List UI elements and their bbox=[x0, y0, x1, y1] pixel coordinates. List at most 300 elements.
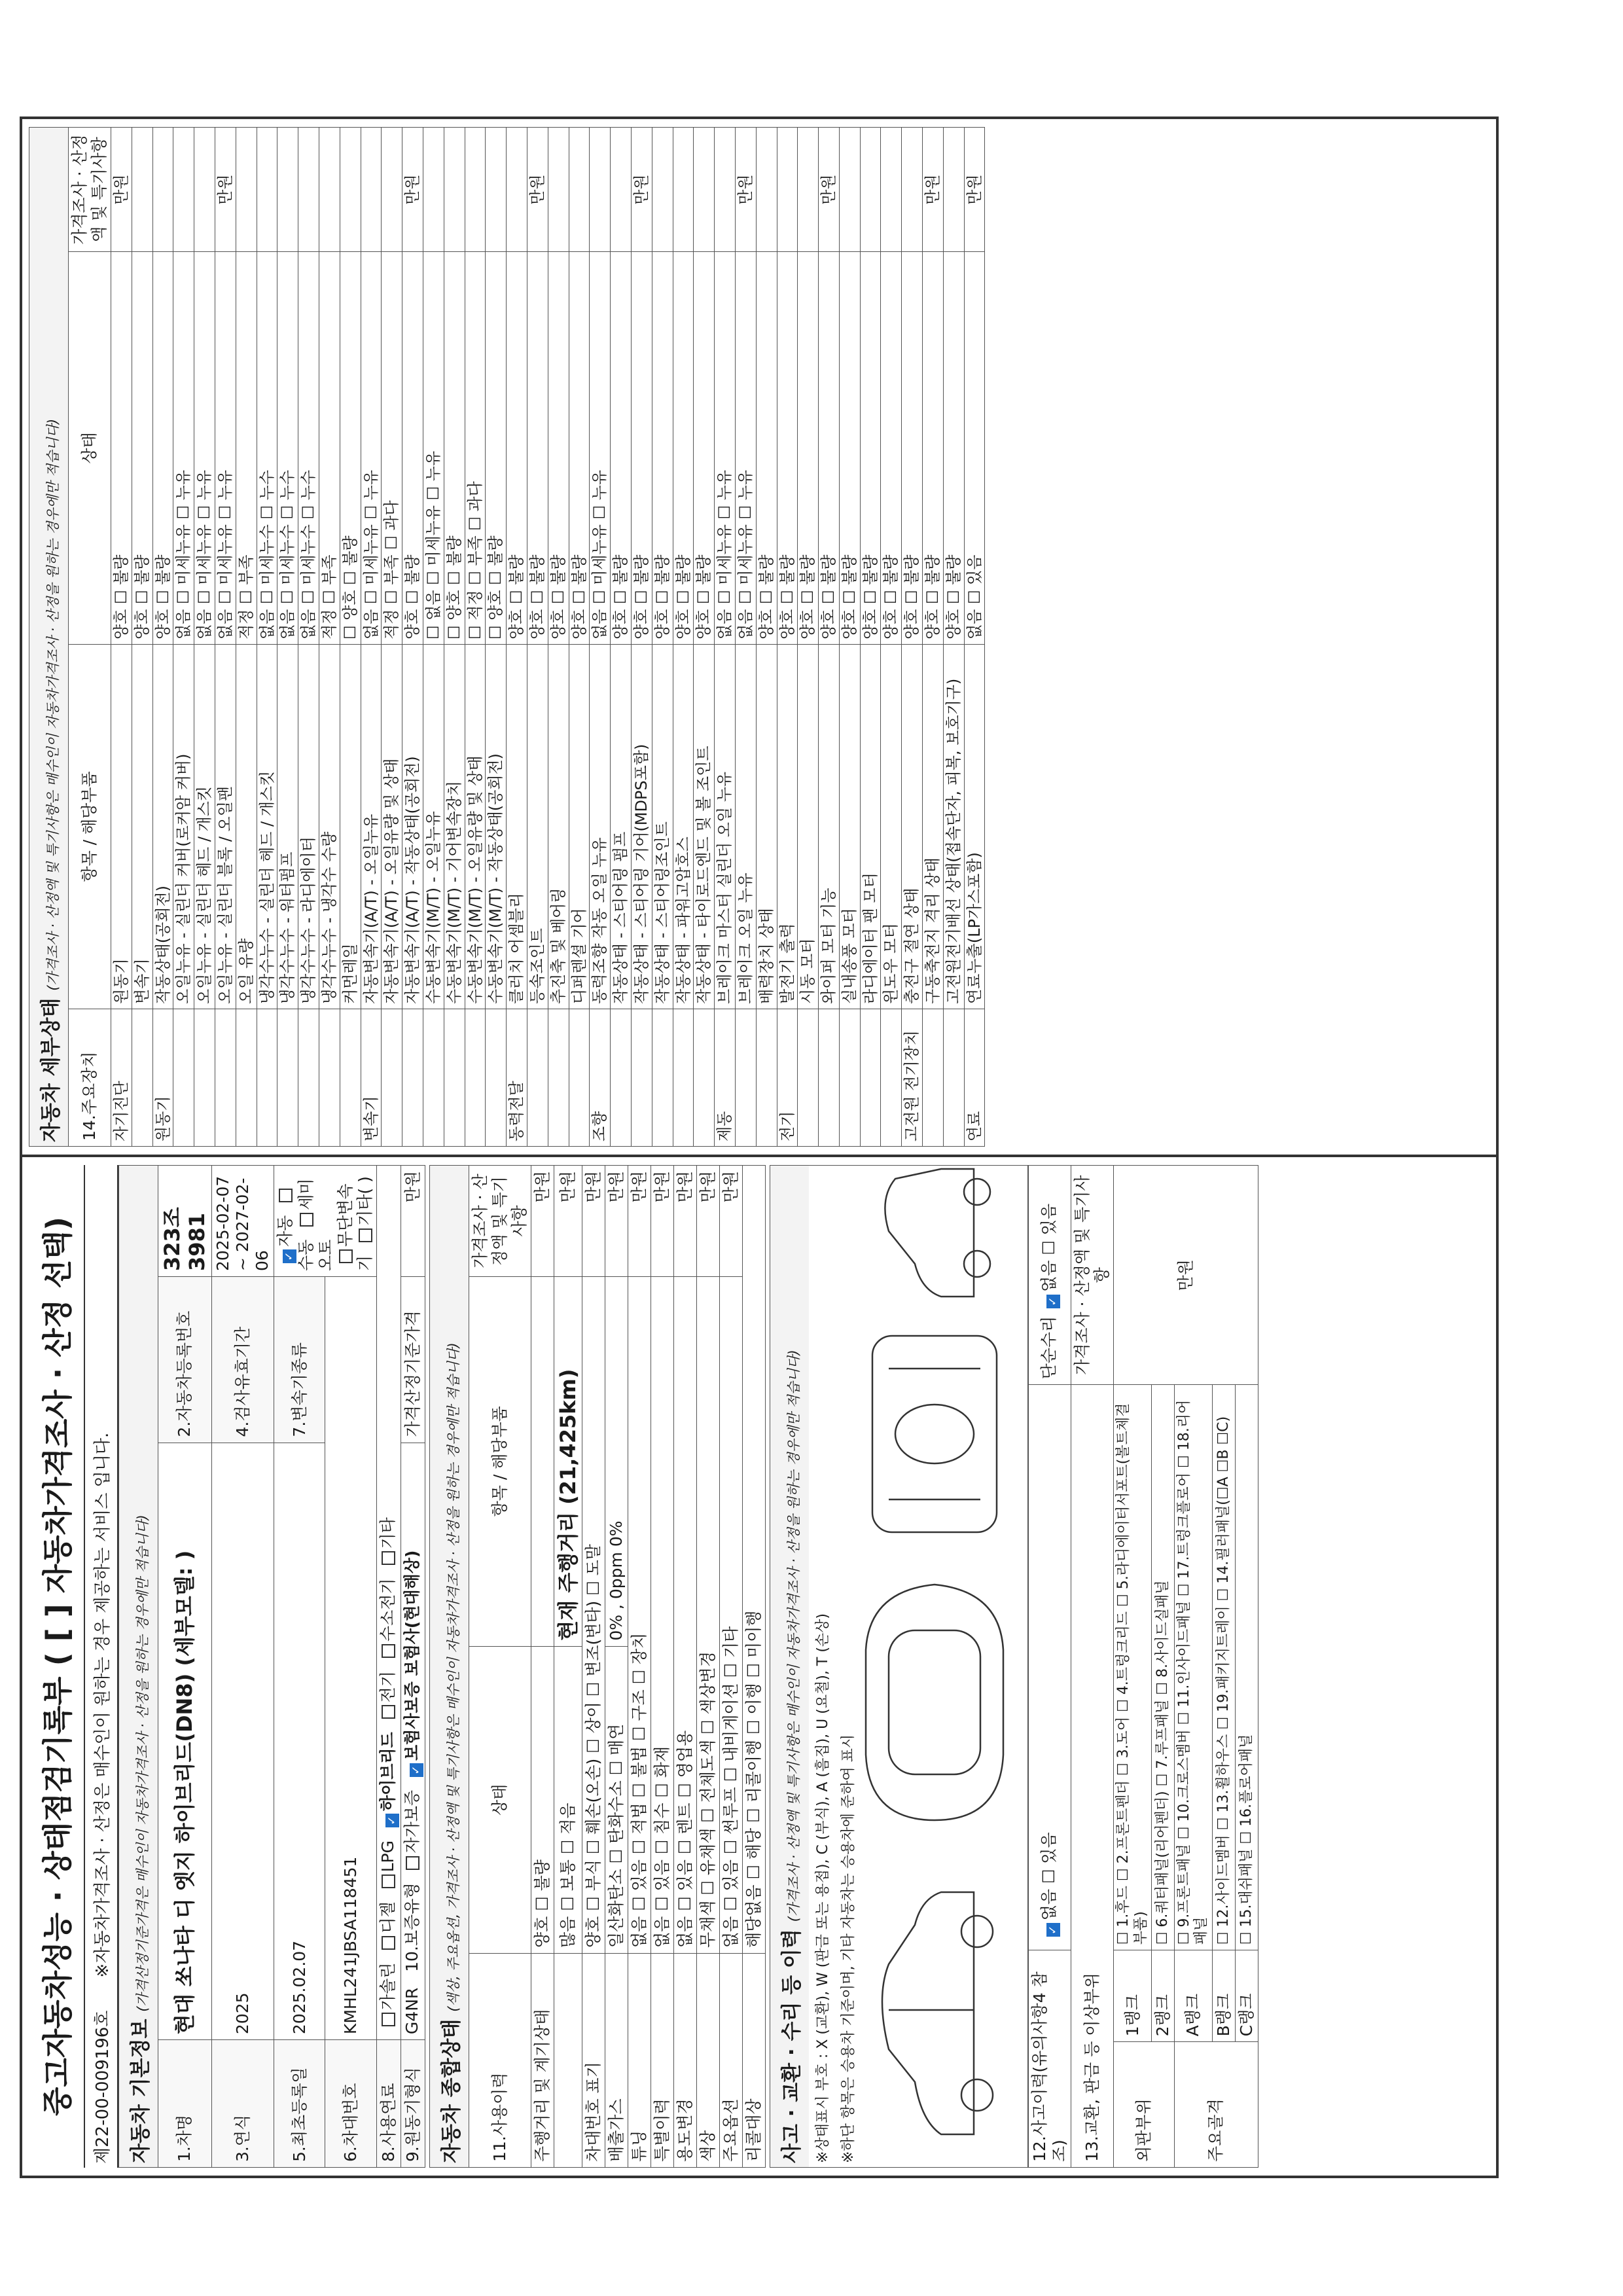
detail-item: 오일누유 - 실린더 헤드 / 개스킷 bbox=[194, 645, 215, 1009]
car-diagram bbox=[849, 1159, 1023, 2161]
checkbox-self-warranty[interactable] bbox=[406, 1856, 419, 1870]
detail-item: 냉각수누수 - 라디에이터 bbox=[298, 645, 319, 1009]
detail-group bbox=[923, 1009, 944, 1147]
detail-item: 브레이크 오일 누유 bbox=[735, 645, 756, 1009]
opt-label: 자가보증 bbox=[402, 1789, 421, 1854]
detail-group bbox=[673, 1009, 694, 1147]
detail-money bbox=[465, 128, 486, 252]
col-head: 14.주요장치 bbox=[69, 1009, 111, 1147]
detail-money: 만원 bbox=[402, 128, 423, 252]
detail-row bbox=[527, 128, 548, 1147]
frame-label: 주요골격 bbox=[1174, 2042, 1258, 2168]
detail-row bbox=[652, 128, 673, 1147]
detail-row bbox=[777, 128, 798, 1147]
ov-money: 만원 bbox=[605, 1166, 628, 1277]
detail-state: ☐ 양호 ☐ 불량 bbox=[340, 252, 361, 645]
checkbox-no-accident[interactable]: ✓ bbox=[1046, 1923, 1060, 1937]
detail-state: 없음 ☐ 미세누유 ☐ 누유 bbox=[361, 252, 382, 645]
detail-row bbox=[673, 128, 694, 1147]
car-diagram-area bbox=[809, 1165, 1028, 2168]
ov-state: 양호 ☐ 부식 ☐ 훼손(오손) ☐ 상이 ☐ 변조(변타) ☐ 도말 bbox=[582, 1277, 605, 1954]
detail-state: 적정 ☐ 부족 ☐ 과다 bbox=[382, 252, 402, 645]
detail-state: 양호 ☐ 불량 bbox=[631, 252, 652, 645]
detail-row bbox=[923, 128, 944, 1147]
detail-state: 양호 ☐ 불량 bbox=[611, 252, 632, 645]
detail-group bbox=[236, 1009, 257, 1147]
rank-items: ☐ 9.프론트패널 ☐ 10.크로스멤버 ☐ 11.인사이드패널 ☐ 17.트렁크플로어 ☐ 18.리어패널 bbox=[1174, 1385, 1212, 1950]
detail-money bbox=[569, 128, 590, 252]
detail-money bbox=[319, 128, 340, 252]
detail-state: 없음 ☐ 미세누수 ☐ 누수 bbox=[298, 252, 319, 645]
detail-group bbox=[881, 1009, 902, 1147]
rank-items: ☐ 12.사이드멤버 ☐ 13.휠하우스 ☐ 19.패키지트레이 ☐ 14.필러패널(☐A ☐B ☐C) bbox=[1212, 1385, 1235, 1950]
detail-group bbox=[735, 1009, 756, 1147]
detail-item: 오일 유량 bbox=[236, 645, 257, 1009]
detail-money bbox=[798, 128, 819, 252]
detail-item: 추진축 및 베어링 bbox=[548, 645, 569, 1009]
detail-item: 자동변속기(A/T) - 오일유량 및 상태 bbox=[382, 645, 402, 1009]
detail-money bbox=[257, 128, 277, 252]
checkbox-manual[interactable] bbox=[279, 1189, 293, 1202]
detail-item: 클러치 어셈블리 bbox=[507, 645, 527, 1009]
detail-state: 없음 ☐ 미세누수 ☐ 누수 bbox=[277, 252, 298, 645]
car-underbody-icon bbox=[872, 1336, 997, 1532]
basic-label: 6.차대번호 bbox=[325, 2040, 377, 2168]
detail-state: 양호 ☐ 불량 bbox=[548, 252, 569, 645]
detail-group bbox=[257, 1009, 277, 1147]
checkbox-auto[interactable]: ✓ bbox=[283, 1249, 296, 1263]
detail-item: 디퍼렌셜 기어 bbox=[569, 645, 590, 1009]
detail-item: 원동기 bbox=[111, 645, 132, 1009]
ov-state: 일산화탄소 ☐ 탄화수소 ☐ 매연 bbox=[605, 1646, 628, 1953]
detail-item: 오일누유 - 실린더 블록 / 오일팬 bbox=[215, 645, 236, 1009]
detail-item: 와이퍼 모터 기능 bbox=[819, 645, 840, 1009]
detail-group bbox=[548, 1009, 569, 1147]
detail-state: 양호 ☐ 불량 bbox=[798, 252, 819, 645]
ov-item: 배출가스 bbox=[605, 1954, 628, 2168]
detail-money bbox=[194, 128, 215, 252]
ov-item: 주요옵션 bbox=[720, 1954, 743, 2168]
detail-state: 양호 ☐ 불량 bbox=[923, 252, 944, 645]
detail-item: 작동상태(공회전) bbox=[152, 645, 173, 1009]
detail-state: 양호 ☐ 불량 bbox=[777, 252, 798, 645]
detail-item: 작동상태 - 타이로드엔드 및 볼 조인트 bbox=[694, 645, 715, 1009]
rank-items: ☐ 1.후드 ☐ 2.프론트펜더 ☐ 3.도어 ☐ 4.트렁크리드 ☐ 5.라디에이터서포트(볼트체결부품) bbox=[1114, 1385, 1152, 1950]
detail-state: 없음 ☐ 있음 bbox=[964, 252, 985, 645]
detail-row bbox=[611, 128, 632, 1147]
opt-label: 무단변속기 bbox=[335, 1183, 374, 1271]
ov-state: 없음 ☐ 있음 ☐ 렌트 ☐ 영업용 bbox=[674, 1277, 697, 1954]
detail-item: 커먼레일 bbox=[340, 645, 361, 1009]
detail-group bbox=[943, 1009, 964, 1147]
detail-money bbox=[777, 128, 798, 252]
detail-row bbox=[382, 128, 402, 1147]
ov-state: 무채색 ☐ 유채색 ☐ 전체도색 ☐ 색상변경 bbox=[697, 1277, 720, 1954]
detail-row bbox=[152, 128, 173, 1147]
detail-row bbox=[860, 128, 881, 1147]
detail-item: 동력조향 작동 오일 누유 bbox=[590, 645, 611, 1009]
detail-state: 없음 ☐ 미세누유 ☐ 누유 bbox=[173, 252, 194, 645]
detail-state: 양호 ☐ 불량 bbox=[507, 252, 527, 645]
detail-state: ☐ 없음 ☐ 미세누유 ☐ 누유 bbox=[423, 252, 444, 645]
detail-group bbox=[611, 1009, 632, 1147]
rank-label: C랭크 bbox=[1235, 1950, 1258, 2042]
ov-state: 많음 ☐ 보통 ☐ 적음 bbox=[554, 1646, 582, 1953]
detail-row bbox=[548, 128, 569, 1147]
first-registration: 2025.02.07 bbox=[274, 1443, 325, 2039]
checkbox-gasoline[interactable] bbox=[382, 2013, 395, 2026]
detail-state: 양호 ☐ 불량 bbox=[673, 252, 694, 645]
detail-group bbox=[465, 1009, 486, 1147]
detail-item: 고전원전기배선 상태(접속단자, 피복, 보호기구) bbox=[943, 645, 964, 1009]
detail-group bbox=[423, 1009, 444, 1147]
basic-label: 4.검사유효기간 bbox=[211, 1277, 274, 1443]
outer-label: 외판부위 bbox=[1114, 2042, 1175, 2168]
right-page bbox=[22, 119, 1496, 1155]
detail-row bbox=[111, 128, 132, 1147]
detail-group: 동력전달 bbox=[507, 1009, 527, 1147]
rank-label: 2랭크 bbox=[1151, 1950, 1174, 2042]
checkbox-no-repair[interactable]: ✓ bbox=[1046, 1295, 1060, 1308]
detail-table bbox=[68, 127, 985, 1147]
ov-item: 색상 bbox=[697, 1954, 720, 2168]
detail-row bbox=[694, 128, 715, 1147]
ov-state: 없음 ☐ 있음 ☐ 침수 ☐ 화재 bbox=[651, 1277, 674, 1954]
detail-row bbox=[257, 128, 277, 1147]
detail-row bbox=[486, 128, 507, 1147]
basic-label: 5.최초등록일 bbox=[274, 2040, 325, 2168]
detail-title: 자동차 세부상태 (가격조사 · 산정액 및 특기사항은 매수인이 자동차가격조사 · 산정을 원하는 경우에만 적습니다) bbox=[29, 127, 68, 1147]
detail-state: ☐ 적정 ☐ 부족 ☐ 과다 bbox=[465, 252, 486, 645]
rank-label: 1랭크 bbox=[1114, 1950, 1152, 2042]
detail-money: 만원 bbox=[819, 128, 840, 252]
accident-money: 만원 bbox=[1114, 1166, 1258, 1385]
detail-state: 양호 ☐ 불량 bbox=[152, 252, 173, 645]
detail-money bbox=[860, 128, 881, 252]
rank-label: B랭크 bbox=[1212, 1950, 1235, 2042]
detail-state: 양호 ☐ 불량 bbox=[569, 252, 590, 645]
detail-money bbox=[881, 128, 902, 252]
detail-money bbox=[444, 128, 465, 252]
checkbox-hydrogen[interactable] bbox=[382, 1644, 395, 1658]
detail-row bbox=[715, 128, 736, 1147]
opt-label: LPG bbox=[378, 1840, 397, 1873]
simple-label: 단순수리 bbox=[1039, 1316, 1059, 1380]
engine-type: G4NR bbox=[402, 1987, 421, 2035]
basic-label: 8.사용연료 bbox=[376, 2040, 401, 2168]
basic-info-table bbox=[158, 1165, 425, 2168]
detail-money: 만원 bbox=[527, 128, 548, 252]
detail-money bbox=[298, 128, 319, 252]
detail-money bbox=[277, 128, 298, 252]
checkbox-electric[interactable] bbox=[382, 1705, 395, 1719]
detail-row bbox=[319, 128, 340, 1147]
detail-state: 양호 ☐ 불량 bbox=[819, 252, 840, 645]
ov-money: 만원 bbox=[554, 1166, 582, 1277]
ov-item bbox=[554, 1954, 582, 2168]
detail-group: 전기 bbox=[777, 1009, 798, 1147]
detail-group bbox=[215, 1009, 236, 1147]
detail-money bbox=[486, 128, 507, 252]
opt-label: 수동 bbox=[296, 1239, 315, 1271]
detail-item: 구동축전지 격리 상태 bbox=[923, 645, 944, 1009]
detail-state: 양호 ☐ 불량 bbox=[902, 252, 923, 645]
detail-money: 만원 bbox=[735, 128, 756, 252]
detail-money bbox=[756, 128, 777, 252]
price-unit: 만원 bbox=[401, 1166, 425, 1277]
detail-state: 적정 ☐ 부족 bbox=[319, 252, 340, 645]
detail-group bbox=[819, 1009, 840, 1147]
detail-item: 충전구 절연 상태 bbox=[902, 645, 923, 1009]
detail-row bbox=[590, 128, 611, 1147]
opt-label: 디젤 bbox=[378, 1901, 397, 1933]
basic-label: 9.원동기형식 bbox=[401, 2040, 425, 2168]
detail-money: 만원 bbox=[631, 128, 652, 252]
detail-item: 냉각수누수 - 냉각수 수량 bbox=[319, 645, 340, 1009]
detail-money bbox=[673, 128, 694, 252]
q13-label: 13.교환, 판금 등 이상부위 bbox=[1071, 1385, 1114, 2168]
detail-money bbox=[507, 128, 527, 252]
ov-state: 없음 ☐ 있음 ☐ 썬루프 ☐ 내비게이션 ☐ 기타 bbox=[720, 1277, 743, 1954]
detail-item: 연료누출(LP가스포함) bbox=[964, 645, 985, 1009]
col-head: 항목 / 해당부품 bbox=[69, 645, 111, 1009]
detail-money bbox=[590, 128, 611, 252]
detail-group bbox=[194, 1009, 215, 1147]
opt-label: 수소전기 bbox=[378, 1578, 397, 1642]
detail-item: 브레이크 마스터 실린더 오일 누유 bbox=[715, 645, 736, 1009]
warranty-label: 10.보증유형 bbox=[402, 1882, 421, 1972]
ov-item: 주행거리 및 계기상태 bbox=[531, 1954, 554, 2168]
mileage: 현재 주행거리 (21,425km) bbox=[554, 1277, 582, 1647]
detail-item: 배력장치 상태 bbox=[756, 645, 777, 1009]
detail-group bbox=[402, 1009, 423, 1147]
opt-label: 하이브리드 bbox=[378, 1732, 397, 1812]
detail-item: 시동 모터 bbox=[798, 645, 819, 1009]
detail-state: 없음 ☐ 미세누유 ☐ 누유 bbox=[215, 252, 236, 645]
col-head: 가격조사 · 산정액 및 특기사항 bbox=[469, 1166, 531, 1277]
detail-money bbox=[902, 128, 923, 252]
detail-row bbox=[902, 128, 923, 1147]
basic-label: 1.차명 bbox=[158, 2040, 212, 2168]
detail-money bbox=[173, 128, 194, 252]
ov-item: 차대번호 표기 bbox=[582, 1954, 605, 2168]
col-head: 11.사용이력 bbox=[469, 1954, 531, 2168]
detail-item: 냉각수누수 - 워터펌프 bbox=[277, 645, 298, 1009]
detail-group: 고전원 전기장치 bbox=[902, 1009, 923, 1147]
col-head: 상태 bbox=[69, 252, 111, 645]
engine-row bbox=[401, 1443, 425, 2039]
detail-money: 만원 bbox=[964, 128, 985, 252]
detail-state: 없음 ☐ 미세누유 ☐ 누유 bbox=[590, 252, 611, 645]
detail-item: 변속기 bbox=[132, 645, 152, 1009]
detail-row bbox=[132, 128, 152, 1147]
detail-row bbox=[964, 128, 985, 1147]
checkbox-fuel-other[interactable] bbox=[382, 1552, 395, 1566]
car-top-icon bbox=[866, 1585, 1003, 1820]
basic-label: 7.변속기종류 bbox=[274, 1277, 325, 1443]
price-label: 가격산정기준가격 bbox=[401, 1277, 425, 1443]
detail-group bbox=[173, 1009, 194, 1147]
detail-group bbox=[527, 1009, 548, 1147]
detail-state: ☐ 양호 ☐ 불량 bbox=[444, 252, 465, 645]
detail-state: ☐ 양호 ☐ 불량 bbox=[486, 252, 507, 645]
detail-state: 양호 ☐ 불량 bbox=[132, 252, 152, 645]
ov-item: 튜닝 bbox=[628, 1954, 651, 2168]
detail-money bbox=[340, 128, 361, 252]
opt-label: 없음 ☐ 있음 bbox=[1039, 1203, 1059, 1292]
detail-state: 적정 ☐ 부족 bbox=[236, 252, 257, 645]
checkbox-cvt[interactable] bbox=[339, 1249, 353, 1263]
detail-money: 만원 bbox=[923, 128, 944, 252]
detail-money: 만원 bbox=[111, 128, 132, 252]
detail-item: 수동변속기(M/T) - 기어변속장치 bbox=[444, 645, 465, 1009]
transmission-options bbox=[274, 1166, 376, 1277]
rank-items: ☐ 15.대쉬패널 ☐ 16.플로어패널 bbox=[1235, 1385, 1258, 1950]
basic-label: 2.자동차등록번호 bbox=[158, 1277, 212, 1443]
detail-money: 만원 bbox=[215, 128, 236, 252]
detail-item: 작동상태 - 스티어링조인트 bbox=[652, 645, 673, 1009]
checkbox-semi[interactable] bbox=[300, 1213, 313, 1227]
fuel-options bbox=[376, 1166, 401, 2040]
detail-state: 양호 ☐ 불량 bbox=[943, 252, 964, 645]
detail-state: 양호 ☐ 불량 bbox=[111, 252, 132, 645]
q12-answer bbox=[1029, 1385, 1071, 1950]
detail-state: 양호 ☐ 불량 bbox=[756, 252, 777, 645]
detail-group: 조향 bbox=[590, 1009, 611, 1147]
detail-group bbox=[298, 1009, 319, 1147]
detail-group bbox=[319, 1009, 340, 1147]
opt-label: 기타 bbox=[378, 1517, 397, 1549]
detail-money bbox=[236, 128, 257, 252]
detail-row bbox=[277, 128, 298, 1147]
detail-item: 수동변속기(M/T) - 오일누유 bbox=[423, 645, 444, 1009]
detail-group: 자기진단 bbox=[111, 1009, 132, 1147]
detail-row bbox=[819, 128, 840, 1147]
detail-group bbox=[839, 1009, 860, 1147]
detail-item: 냉각수누수 - 실린더 헤드 / 개스킷 bbox=[257, 645, 277, 1009]
detail-row bbox=[444, 128, 465, 1147]
detail-money bbox=[132, 128, 152, 252]
accident-table bbox=[1028, 1165, 1258, 2168]
ov-state: 없음 ☐ 있음 ☐ 적법 ☐ 불법 ☐ 구조 ☐ 장치 bbox=[628, 1277, 651, 1954]
detail-money bbox=[715, 128, 736, 252]
detail-money bbox=[152, 128, 173, 252]
car-side-left-icon bbox=[882, 1892, 993, 2134]
opt-label: 보험사보증 보험사(현대해상) bbox=[402, 1550, 421, 1761]
detail-money bbox=[548, 128, 569, 252]
ov-money: 만원 bbox=[628, 1166, 651, 1277]
detail-state: 양호 ☐ 불량 bbox=[402, 252, 423, 645]
detail-item: 작동상태 - 스티어링 펌프 bbox=[611, 645, 632, 1009]
opt-label: 자동 bbox=[275, 1215, 294, 1247]
ov-state: 양호 ☐ 불량 bbox=[531, 1646, 554, 1953]
detail-item: 자동변속기(A/T) - 오일누유 bbox=[361, 645, 382, 1009]
simple-repair bbox=[1029, 1166, 1071, 1385]
detail-row bbox=[361, 128, 382, 1147]
checkbox-lpg[interactable] bbox=[382, 1874, 395, 1888]
detail-item: 작동상태 - 파워고압호스 bbox=[673, 645, 694, 1009]
ov-item: 용도변경 bbox=[674, 1954, 697, 2168]
detail-row bbox=[340, 128, 361, 1147]
basic-info-title: 자동차 기본정보 (가격산정기준가격은 매수인이 자동차가격조사 · 산정을 원하는 경우에만 적습니다) bbox=[118, 1165, 158, 2168]
detail-state: 양호 ☐ 불량 bbox=[527, 252, 548, 645]
checkbox-insurer-warranty[interactable]: ✓ bbox=[410, 1763, 423, 1777]
detail-state: 양호 ☐ 불량 bbox=[694, 252, 715, 645]
ov-money: 만원 bbox=[531, 1166, 554, 1277]
detail-group bbox=[444, 1009, 465, 1147]
detail-group bbox=[694, 1009, 715, 1147]
detail-group: 변속기 bbox=[361, 1009, 382, 1147]
detail-group bbox=[569, 1009, 590, 1147]
car-name: 현대 쏘나타 디 엣지 하이브리드(DN8) (세부모델: ) bbox=[158, 1443, 212, 2039]
checkbox-other[interactable] bbox=[359, 1229, 372, 1242]
doc-number: 제22-00-009196호 bbox=[93, 2010, 113, 2164]
detail-group: 원동기 bbox=[152, 1009, 173, 1147]
col-head: 상태 bbox=[469, 1646, 531, 1953]
detail-row bbox=[507, 128, 527, 1147]
detail-money bbox=[839, 128, 860, 252]
detail-item: 윈도우 모터 bbox=[881, 645, 902, 1009]
detail-state: 양호 ☐ 불량 bbox=[839, 252, 860, 645]
detail-row bbox=[631, 128, 652, 1147]
ov-money: 만원 bbox=[651, 1166, 674, 1277]
detail-state: 없음 ☐ 미세누유 ☐ 누유 bbox=[194, 252, 215, 645]
ov-item: 리콜대상 bbox=[743, 1954, 766, 2168]
detail-row bbox=[735, 128, 756, 1147]
detail-group: 제동 bbox=[715, 1009, 736, 1147]
detail-group bbox=[860, 1009, 881, 1147]
detail-item: 실내송풍 모터 bbox=[839, 645, 860, 1009]
rank-items: ☐ 6.쿼터패널(리어펜더) ☐ 7.루프패널 ☐ 8.사이드실패널 bbox=[1151, 1385, 1174, 1950]
opt-label: 세미오토 bbox=[296, 1178, 335, 1271]
detail-row bbox=[881, 128, 902, 1147]
ov-detail bbox=[531, 1277, 554, 1647]
detail-item: 작동상태 - 스티어링 기어(MDPS포함) bbox=[631, 645, 652, 1009]
checkbox-hybrid[interactable]: ✓ bbox=[385, 1814, 399, 1827]
detail-row bbox=[298, 128, 319, 1147]
checkbox-diesel[interactable] bbox=[382, 1936, 395, 1950]
detail-group bbox=[486, 1009, 507, 1147]
form-frame bbox=[20, 117, 1499, 2178]
inspection-sheet bbox=[0, 26, 1623, 2270]
detail-group bbox=[652, 1009, 673, 1147]
model-year: 2025 bbox=[211, 1443, 274, 2039]
accident-title: 사고 · 교환 · 수리 등 이력 (가격조사 · 산정액 및 특기사항은 매수인이 자동차가격조사 · 산정을 원하는 경우에만 적습니다) bbox=[770, 1165, 809, 2168]
legend-note2: ※하단 항목은 승용차 기준이며, 기타 자동차는 승용차에 준하여 표시 bbox=[840, 1734, 857, 2163]
detail-item: 등속조인트 bbox=[527, 645, 548, 1009]
detail-row bbox=[756, 128, 777, 1147]
detail-state: 양호 ☐ 불량 bbox=[652, 252, 673, 645]
opt-label: 없음 ☐ 있음 bbox=[1039, 1832, 1059, 1921]
detail-row bbox=[194, 128, 215, 1147]
detail-money bbox=[382, 128, 402, 252]
detail-money bbox=[611, 128, 632, 252]
service-notice: ※자동차가격조사 · 산정은 매수인이 원하는 경우 제공하는 서비스 입니다. bbox=[93, 1432, 113, 1978]
doc-number-row bbox=[84, 1165, 118, 2168]
detail-group bbox=[798, 1009, 819, 1147]
detail-row bbox=[465, 128, 486, 1147]
overall-table bbox=[469, 1165, 766, 2168]
detail-item: 라디에이터 팬 모터 bbox=[860, 645, 881, 1009]
form-title: 중고자동차성능 · 상태점검기록부 ( [ ] 자동차가격조사 · 산정 선택) bbox=[40, 1216, 75, 2117]
ov-money: 만원 bbox=[697, 1166, 720, 1277]
car-side-right-icon bbox=[885, 1169, 991, 1297]
detail-group: 연료 bbox=[964, 1009, 985, 1147]
basic-label: 3.연식 bbox=[211, 2040, 274, 2168]
detail-money bbox=[652, 128, 673, 252]
opt-label: 가솔린 bbox=[378, 1962, 397, 2011]
detail-money bbox=[694, 128, 715, 252]
